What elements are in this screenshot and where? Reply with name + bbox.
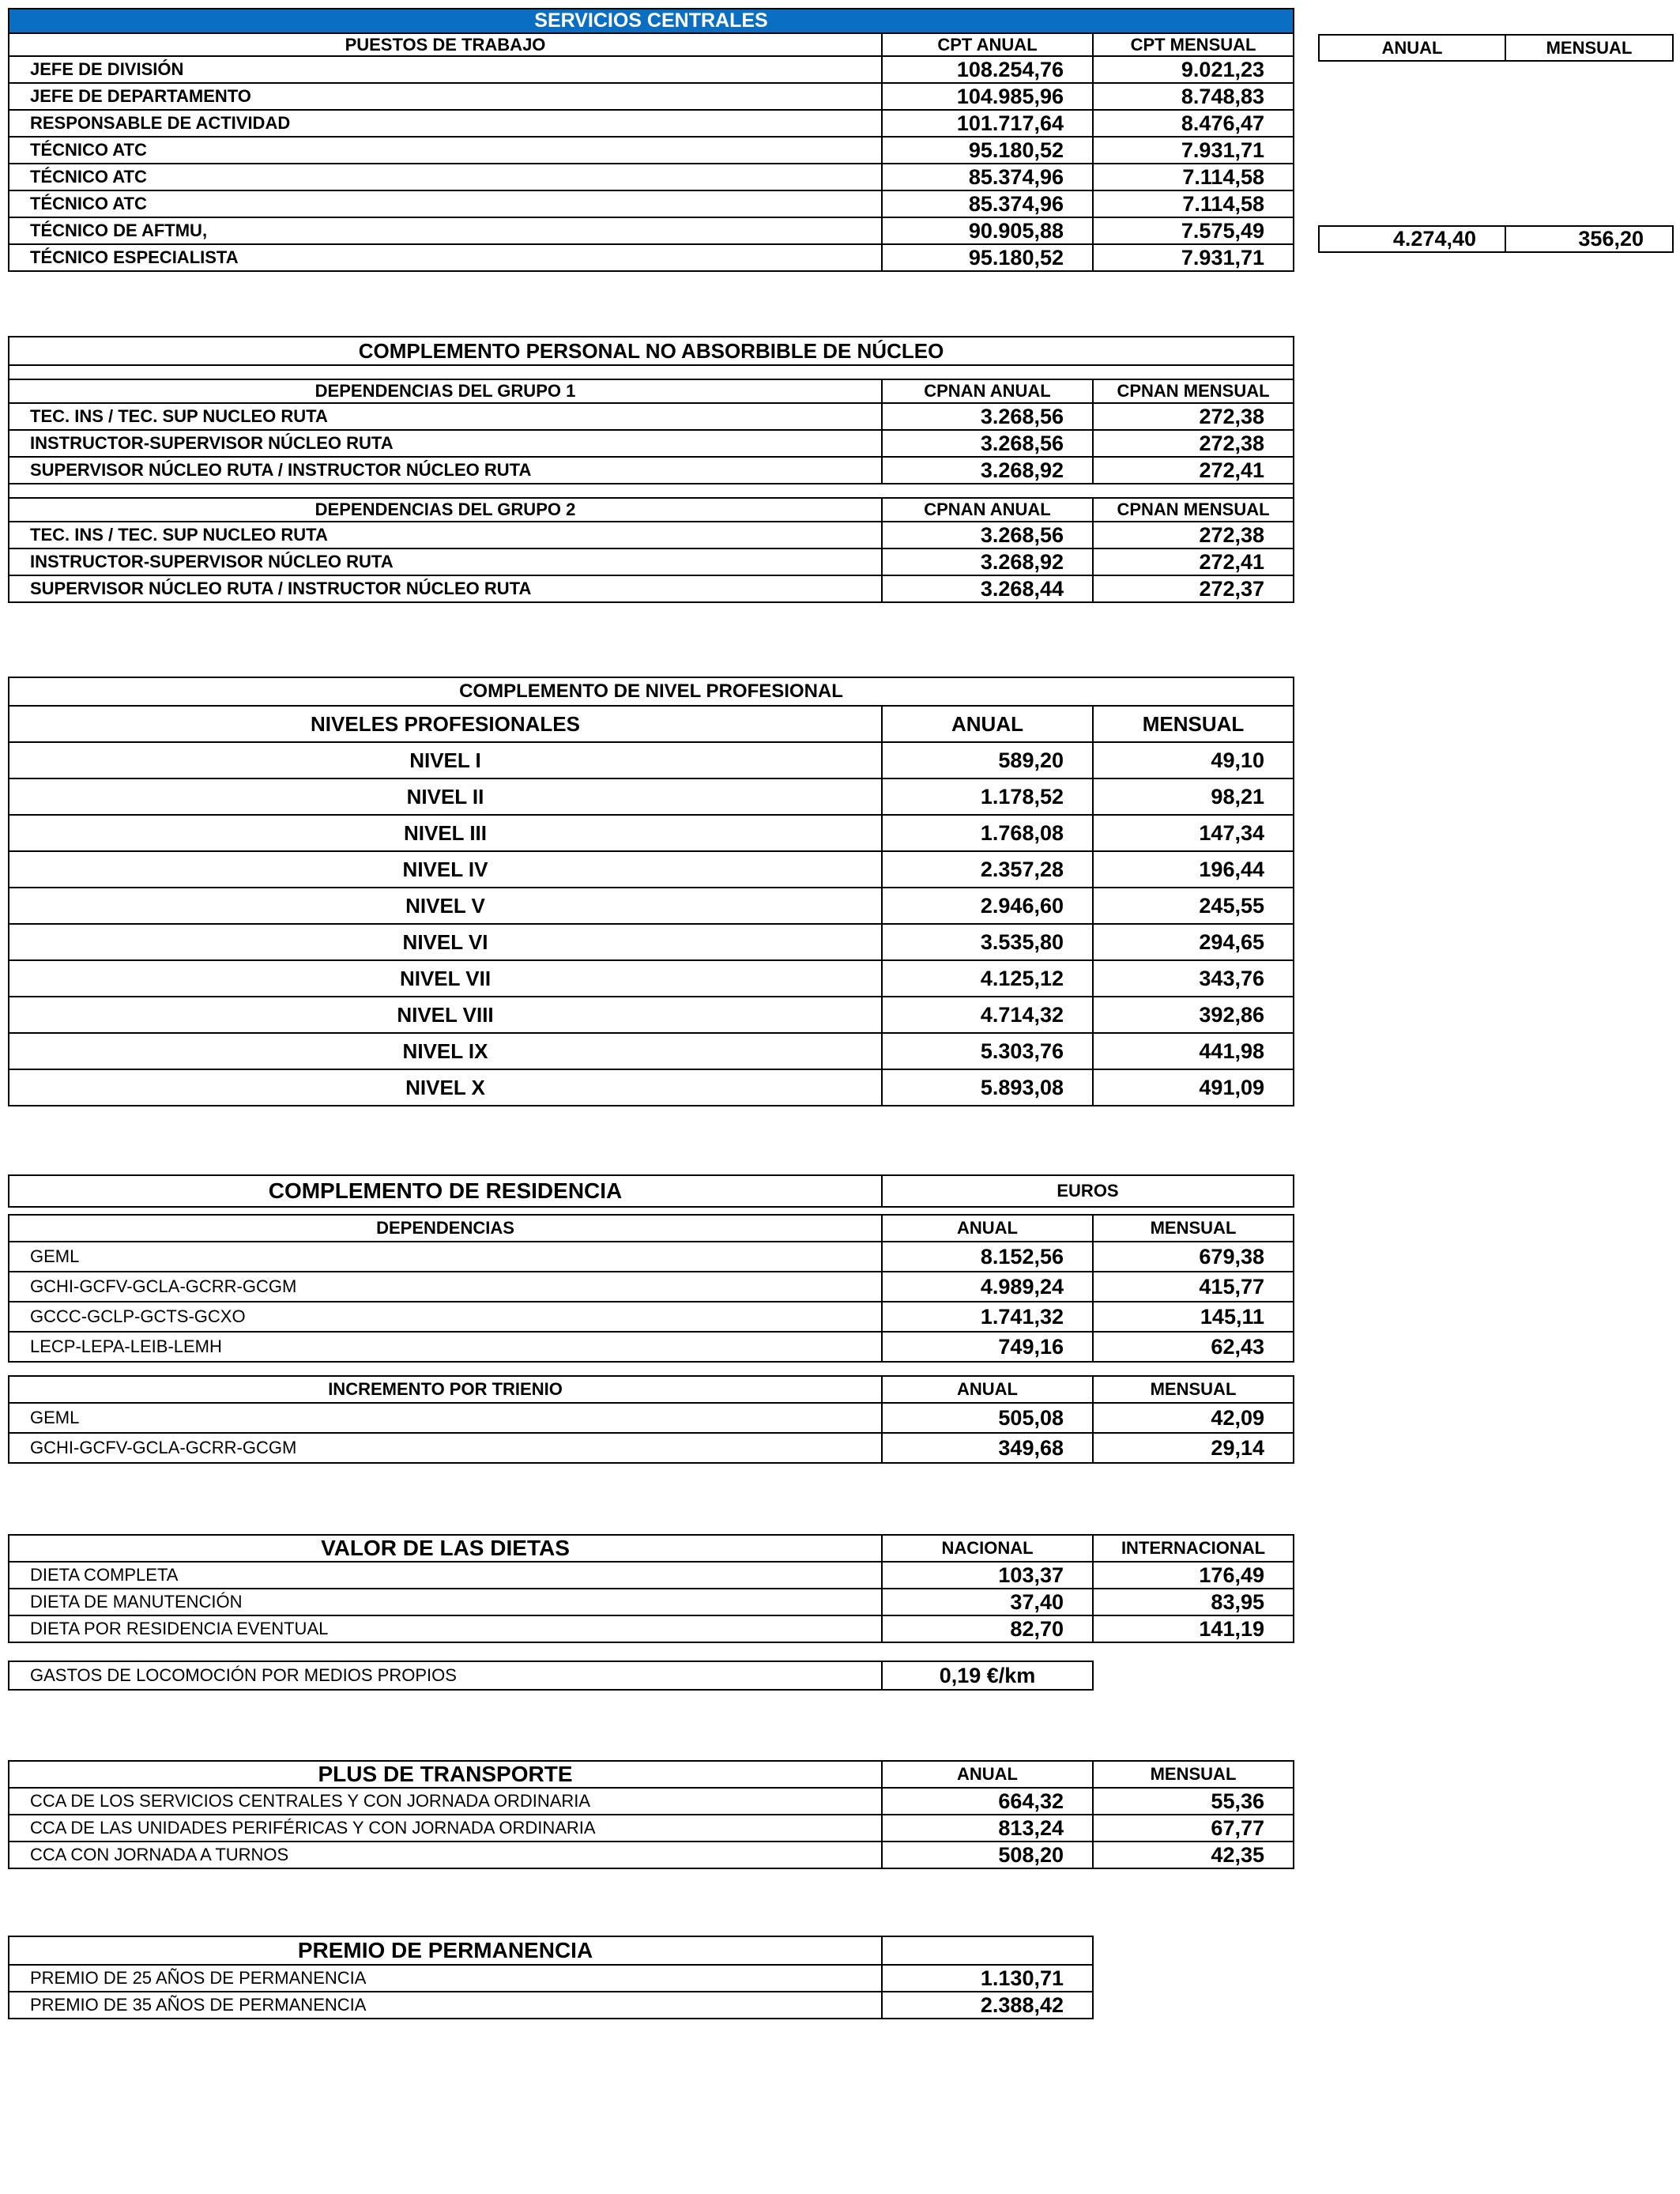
col-header-cpnan-anual: CPNAN ANUAL bbox=[882, 379, 1093, 403]
nacional-value: 103,37 bbox=[882, 1562, 1093, 1589]
table-row bbox=[9, 888, 1294, 924]
col-header-cpt-anual: CPT ANUAL bbox=[882, 33, 1093, 56]
table-row bbox=[9, 1332, 1294, 1362]
dieta-label: DIETA POR RESIDENCIA EVENTUAL bbox=[9, 1615, 882, 1642]
cpt-anual-value: 95.180,52 bbox=[882, 244, 1093, 271]
table-row bbox=[9, 997, 1294, 1033]
anual-value: 2.357,28 bbox=[882, 851, 1093, 888]
col-header-dependencias: DEPENDENCIAS bbox=[9, 1215, 882, 1242]
table-row bbox=[9, 1815, 1294, 1842]
internacional-value: 141,19 bbox=[1093, 1615, 1294, 1642]
cpnan-mensual-value: 272,37 bbox=[1093, 575, 1294, 602]
nivel-label: NIVEL IV bbox=[9, 851, 882, 888]
table-row bbox=[9, 815, 1294, 851]
table-row bbox=[9, 924, 1294, 960]
table-row bbox=[9, 1242, 1294, 1272]
side-header-table bbox=[1318, 34, 1674, 62]
table-row bbox=[9, 83, 1294, 110]
table-row bbox=[9, 851, 1294, 888]
internacional-value: 83,95 bbox=[1093, 1589, 1294, 1615]
dietas-title: VALOR DE LAS DIETAS bbox=[9, 1535, 882, 1562]
col-header-cpnan-mensual: CPNAN MENSUAL bbox=[1093, 498, 1294, 522]
col-header-grupo1: DEPENDENCIAS DEL GRUPO 1 bbox=[9, 379, 882, 403]
puesto-label: RESPONSABLE DE ACTIVIDAD bbox=[9, 110, 882, 137]
col-header-mensual: MENSUAL bbox=[1093, 1215, 1294, 1242]
anual-value: 1.768,08 bbox=[882, 815, 1093, 851]
servicios-centrales-table bbox=[8, 8, 1294, 272]
cpnan-anual-value: 3.268,56 bbox=[882, 403, 1093, 430]
mensual-value: 294,65 bbox=[1093, 924, 1294, 960]
premio-label: PREMIO DE 35 AÑOS DE PERMANENCIA bbox=[9, 1992, 882, 2019]
spacer-row bbox=[9, 365, 1294, 379]
puesto-label: TÉCNICO ATC bbox=[9, 137, 882, 164]
spacer-row bbox=[9, 484, 1294, 498]
nivel-label: NIVEL VIII bbox=[9, 997, 882, 1033]
dependencia-label: GEML bbox=[9, 1242, 882, 1272]
dieta-label: DIETA DE MANUTENCIÓN bbox=[9, 1589, 882, 1615]
anual-value: 4.125,12 bbox=[882, 960, 1093, 997]
mensual-value: 441,98 bbox=[1093, 1033, 1294, 1069]
anual-value: 5.893,08 bbox=[882, 1069, 1093, 1106]
cpt-mensual-value: 7.931,71 bbox=[1093, 137, 1294, 164]
nacional-value: 82,70 bbox=[882, 1615, 1093, 1642]
premio-label: PREMIO DE 25 AÑOS DE PERMANENCIA bbox=[9, 1965, 882, 1992]
table-row bbox=[9, 575, 1294, 602]
transporte-label: CCA DE LAS UNIDADES PERIFÉRICAS Y CON JORNADA ORDINARIA bbox=[9, 1815, 882, 1842]
cpt-anual-value: 85.374,96 bbox=[882, 164, 1093, 190]
table-row bbox=[9, 190, 1294, 217]
cpnan-mensual-value: 272,38 bbox=[1093, 430, 1294, 457]
puesto-label: TÉCNICO ATC bbox=[9, 164, 882, 190]
table-row bbox=[9, 1433, 1294, 1463]
nivel-label: NIVEL X bbox=[9, 1069, 882, 1106]
cpt-anual-value: 90.905,88 bbox=[882, 217, 1093, 244]
col-header-anual: ANUAL bbox=[882, 1761, 1093, 1788]
dieta-label: DIETA COMPLETA bbox=[9, 1562, 882, 1589]
mensual-value: 245,55 bbox=[1093, 888, 1294, 924]
residencia-title-table bbox=[8, 1174, 1294, 1208]
table-row bbox=[9, 137, 1294, 164]
cpnan-anual-value: 3.268,92 bbox=[882, 548, 1093, 575]
col-header-anual: ANUAL bbox=[882, 1215, 1093, 1242]
anual-value: 813,24 bbox=[882, 1815, 1093, 1842]
puesto-label: SUPERVISOR NÚCLEO RUTA / INSTRUCTOR NÚCLEO RUTA bbox=[9, 457, 882, 484]
table-row bbox=[9, 217, 1294, 244]
mensual-value: 145,11 bbox=[1093, 1302, 1294, 1332]
table-row bbox=[9, 1302, 1294, 1332]
col-header-puestos: PUESTOS DE TRABAJO bbox=[9, 33, 882, 56]
col-header-anual: ANUAL bbox=[882, 706, 1093, 742]
puesto-label: JEFE DE DEPARTAMENTO bbox=[9, 83, 882, 110]
anual-value: 3.535,80 bbox=[882, 924, 1093, 960]
table-row bbox=[9, 1788, 1294, 1815]
puesto-label: TÉCNICO DE AFTMU, bbox=[9, 217, 882, 244]
cpnan-table bbox=[8, 336, 1294, 603]
mensual-value: 679,38 bbox=[1093, 1242, 1294, 1272]
residencia-unit: EUROS bbox=[882, 1175, 1294, 1207]
dietas-table bbox=[8, 1534, 1294, 1643]
mensual-value: 147,34 bbox=[1093, 815, 1294, 851]
table-row bbox=[9, 56, 1294, 83]
cpnan-anual-value: 3.268,92 bbox=[882, 457, 1093, 484]
side-anual-value: 4.274,40 bbox=[1319, 226, 1505, 252]
cpt-mensual-value: 9.021,23 bbox=[1093, 56, 1294, 83]
dependencia-label: GCCC-GCLP-GCTS-GCXO bbox=[9, 1302, 882, 1332]
nacional-value: 37,40 bbox=[882, 1589, 1093, 1615]
dependencia-label: GEML bbox=[9, 1403, 882, 1433]
internacional-value: 176,49 bbox=[1093, 1562, 1294, 1589]
residencia-title: COMPLEMENTO DE RESIDENCIA bbox=[9, 1175, 882, 1207]
table-row bbox=[9, 164, 1294, 190]
puesto-label: INSTRUCTOR-SUPERVISOR NÚCLEO RUTA bbox=[9, 548, 882, 575]
col-header-internacional: INTERNACIONAL bbox=[1093, 1535, 1294, 1562]
anual-value: 505,08 bbox=[882, 1403, 1093, 1433]
col-header-mensual: MENSUAL bbox=[1093, 706, 1294, 742]
col-header-grupo2: DEPENDENCIAS DEL GRUPO 2 bbox=[9, 498, 882, 522]
cpt-anual-value: 104.985,96 bbox=[882, 83, 1093, 110]
col-header-cpnan-mensual: CPNAN MENSUAL bbox=[1093, 379, 1294, 403]
table-row bbox=[9, 778, 1294, 815]
locomocion-table bbox=[8, 1661, 1094, 1691]
trienio-table bbox=[8, 1375, 1294, 1464]
table-row bbox=[9, 110, 1294, 137]
transporte-title: PLUS DE TRANSPORTE bbox=[9, 1761, 882, 1788]
col-header-nacional: NACIONAL bbox=[882, 1535, 1093, 1562]
mensual-value: 49,10 bbox=[1093, 742, 1294, 778]
transporte-table bbox=[8, 1760, 1294, 1869]
col-header-mensual: MENSUAL bbox=[1093, 1761, 1294, 1788]
side-header-anual: ANUAL bbox=[1319, 35, 1505, 61]
mensual-value: 29,14 bbox=[1093, 1433, 1294, 1463]
mensual-value: 343,76 bbox=[1093, 960, 1294, 997]
anual-value: 664,32 bbox=[882, 1788, 1093, 1815]
anual-value: 589,20 bbox=[882, 742, 1093, 778]
permanencia-table bbox=[8, 1936, 1094, 2019]
empty-cell bbox=[882, 1936, 1093, 1965]
nivel-label: NIVEL III bbox=[9, 815, 882, 851]
table-row bbox=[9, 1272, 1294, 1302]
mensual-value: 196,44 bbox=[1093, 851, 1294, 888]
table-row bbox=[9, 457, 1294, 484]
table-row bbox=[9, 548, 1294, 575]
mensual-value: 98,21 bbox=[1093, 778, 1294, 815]
mensual-value: 55,36 bbox=[1093, 1788, 1294, 1815]
cpt-anual-value: 95.180,52 bbox=[882, 137, 1093, 164]
cpt-anual-value: 101.717,64 bbox=[882, 110, 1093, 137]
puesto-label: TÉCNICO ESPECIALISTA bbox=[9, 244, 882, 271]
premio-value: 2.388,42 bbox=[882, 1992, 1093, 2019]
table-row bbox=[9, 1403, 1294, 1433]
premio-value: 1.130,71 bbox=[882, 1965, 1093, 1992]
cpnan-anual-value: 3.268,44 bbox=[882, 575, 1093, 602]
mensual-value: 392,86 bbox=[1093, 997, 1294, 1033]
locomocion-label: GASTOS DE LOCOMOCIÓN POR MEDIOS PROPIOS bbox=[9, 1661, 882, 1690]
puesto-label: TEC. INS / TEC. SUP NUCLEO RUTA bbox=[9, 403, 882, 430]
table-row bbox=[9, 1562, 1294, 1589]
anual-value: 4.714,32 bbox=[882, 997, 1093, 1033]
cpnan-anual-value: 3.268,56 bbox=[882, 522, 1093, 548]
col-header-trienio: INCREMENTO POR TRIENIO bbox=[9, 1376, 882, 1403]
nivel-profesional-title: COMPLEMENTO DE NIVEL PROFESIONAL bbox=[9, 677, 1294, 706]
table-row bbox=[9, 742, 1294, 778]
nivel-label: NIVEL VI bbox=[9, 924, 882, 960]
mensual-value: 42,09 bbox=[1093, 1403, 1294, 1433]
puesto-label: JEFE DE DIVISIÓN bbox=[9, 56, 882, 83]
cpt-mensual-value: 7.114,58 bbox=[1093, 164, 1294, 190]
cpnan-mensual-value: 272,41 bbox=[1093, 457, 1294, 484]
dependencia-label: GCHI-GCFV-GCLA-GCRR-GCGM bbox=[9, 1272, 882, 1302]
nivel-profesional-table bbox=[8, 677, 1294, 1106]
transporte-label: CCA DE LOS SERVICIOS CENTRALES Y CON JORNADA ORDINARIA bbox=[9, 1788, 882, 1815]
table-row bbox=[9, 1965, 1093, 1992]
table-row bbox=[9, 1589, 1294, 1615]
anual-value: 2.946,60 bbox=[882, 888, 1093, 924]
table-row bbox=[9, 1069, 1294, 1106]
puesto-label: TÉCNICO ATC bbox=[9, 190, 882, 217]
anual-value: 349,68 bbox=[882, 1433, 1093, 1463]
table-row bbox=[9, 522, 1294, 548]
side-mensual-value: 356,20 bbox=[1505, 226, 1673, 252]
col-header-cpt-mensual: CPT MENSUAL bbox=[1093, 33, 1294, 56]
col-header-anual: ANUAL bbox=[882, 1376, 1093, 1403]
puesto-label: SUPERVISOR NÚCLEO RUTA / INSTRUCTOR NÚCLEO RUTA bbox=[9, 575, 882, 602]
puesto-label: INSTRUCTOR-SUPERVISOR NÚCLEO RUTA bbox=[9, 430, 882, 457]
transporte-label: CCA CON JORNADA A TURNOS bbox=[9, 1842, 882, 1868]
table-row bbox=[9, 430, 1294, 457]
table-row bbox=[9, 1992, 1093, 2019]
cpnan-title: COMPLEMENTO PERSONAL NO ABSORBIBLE DE NÚCLEO bbox=[9, 337, 1294, 365]
mensual-value: 62,43 bbox=[1093, 1332, 1294, 1362]
cpnan-anual-value: 3.268,56 bbox=[882, 430, 1093, 457]
servicios-centrales-title: SERVICIOS CENTRALES bbox=[9, 9, 1294, 33]
dependencia-label: LECP-LEPA-LEIB-LEMH bbox=[9, 1332, 882, 1362]
table-row bbox=[9, 1842, 1294, 1868]
table-row bbox=[9, 1615, 1294, 1642]
cpt-mensual-value: 7.931,71 bbox=[1093, 244, 1294, 271]
cpt-mensual-value: 8.476,47 bbox=[1093, 110, 1294, 137]
dependencia-label: GCHI-GCFV-GCLA-GCRR-GCGM bbox=[9, 1433, 882, 1463]
nivel-label: NIVEL VII bbox=[9, 960, 882, 997]
cpt-anual-value: 85.374,96 bbox=[882, 190, 1093, 217]
nivel-label: NIVEL IX bbox=[9, 1033, 882, 1069]
table-row bbox=[9, 960, 1294, 997]
anual-value: 1.178,52 bbox=[882, 778, 1093, 815]
table-row bbox=[9, 244, 1294, 271]
col-header-niveles: NIVELES PROFESIONALES bbox=[9, 706, 882, 742]
locomocion-value: 0,19 €/km bbox=[882, 1661, 1093, 1690]
nivel-label: NIVEL I bbox=[9, 742, 882, 778]
residencia-table bbox=[8, 1214, 1294, 1363]
anual-value: 4.989,24 bbox=[882, 1272, 1093, 1302]
cpnan-mensual-value: 272,41 bbox=[1093, 548, 1294, 575]
cpt-anual-value: 108.254,76 bbox=[882, 56, 1093, 83]
cpt-mensual-value: 7.575,49 bbox=[1093, 217, 1294, 244]
side-values-table bbox=[1318, 225, 1674, 253]
col-header-mensual: MENSUAL bbox=[1093, 1376, 1294, 1403]
anual-value: 508,20 bbox=[882, 1842, 1093, 1868]
mensual-value: 415,77 bbox=[1093, 1272, 1294, 1302]
puesto-label: TEC. INS / TEC. SUP NUCLEO RUTA bbox=[9, 522, 882, 548]
permanencia-title: PREMIO DE PERMANENCIA bbox=[9, 1936, 882, 1965]
cpnan-mensual-value: 272,38 bbox=[1093, 403, 1294, 430]
mensual-value: 491,09 bbox=[1093, 1069, 1294, 1106]
anual-value: 1.741,32 bbox=[882, 1302, 1093, 1332]
cpt-mensual-value: 8.748,83 bbox=[1093, 83, 1294, 110]
cpnan-mensual-value: 272,38 bbox=[1093, 522, 1294, 548]
col-header-cpnan-anual: CPNAN ANUAL bbox=[882, 498, 1093, 522]
mensual-value: 67,77 bbox=[1093, 1815, 1294, 1842]
anual-value: 8.152,56 bbox=[882, 1242, 1093, 1272]
mensual-value: 42,35 bbox=[1093, 1842, 1294, 1868]
anual-value: 749,16 bbox=[882, 1332, 1093, 1362]
nivel-label: NIVEL II bbox=[9, 778, 882, 815]
anual-value: 5.303,76 bbox=[882, 1033, 1093, 1069]
side-header-mensual: MENSUAL bbox=[1505, 35, 1673, 61]
table-row bbox=[9, 403, 1294, 430]
table-row bbox=[9, 1033, 1294, 1069]
cpt-mensual-value: 7.114,58 bbox=[1093, 190, 1294, 217]
nivel-label: NIVEL V bbox=[9, 888, 882, 924]
